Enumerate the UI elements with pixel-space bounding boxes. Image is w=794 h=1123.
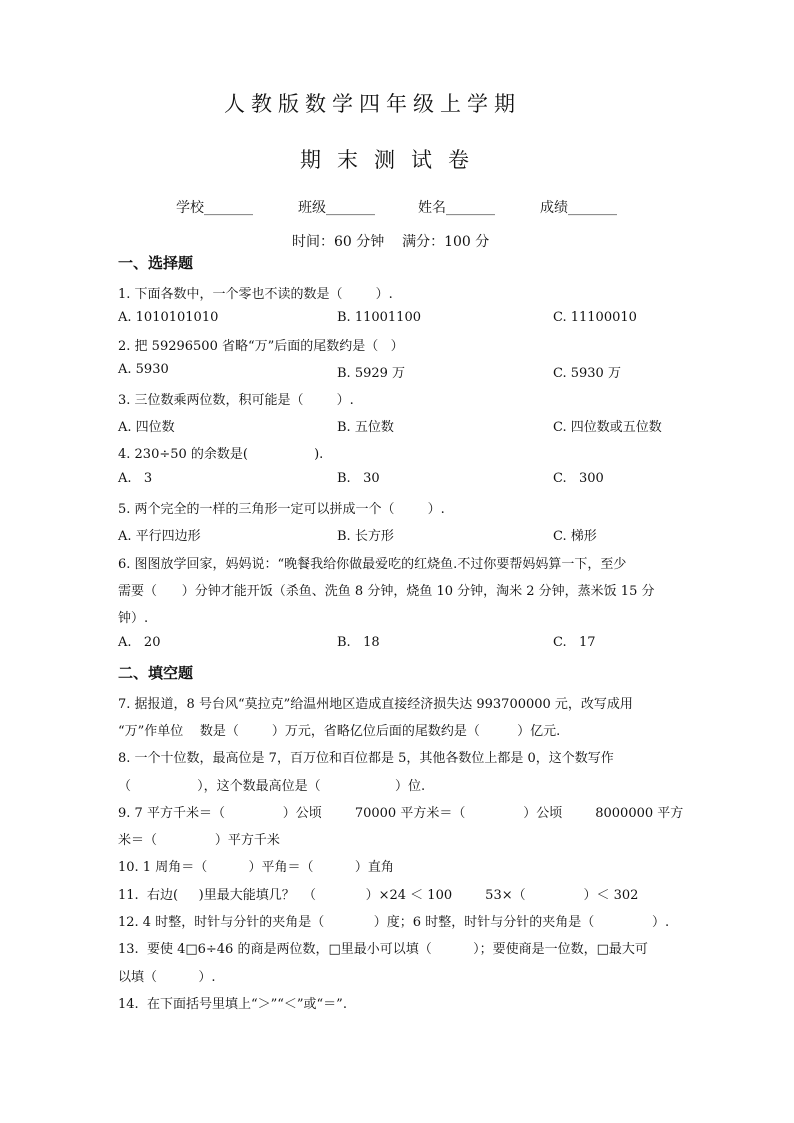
option-3b: B. 五位数 bbox=[337, 420, 394, 435]
score-field: 成绩_______ bbox=[540, 200, 617, 216]
question-5: 5. 两个完全的一样的三角形一定可以拼成一个（ ）. bbox=[118, 502, 445, 517]
option-5b: B. 长方形 bbox=[337, 529, 394, 544]
question-9-line-2: 米＝（ ）平方千米 bbox=[118, 833, 280, 848]
question-1: 1. 下面各数中，一个零也不读的数是（ ）. bbox=[118, 287, 393, 302]
option-4c: C. 300 bbox=[553, 471, 604, 486]
section-heading-choice: 一、选择题 bbox=[118, 254, 194, 272]
question-7-line-1: 7. 据报道，8 号台风“莫拉克”给温州地区造成直接经济损失达 993700000 元，改写成用 bbox=[118, 697, 633, 712]
option-6c: C. 17 bbox=[553, 635, 596, 650]
option-3c: C. 四位数或五位数 bbox=[553, 420, 662, 435]
question-8-line-1: 8. 一个十位数，最高位是 7，百万位和百位都是 5，其他各数位上都是 0，这个数写作 bbox=[118, 751, 614, 766]
question-14: 14. 在下面括号里填上“＞”“＜”或“＝”. bbox=[118, 997, 347, 1012]
option-1a: A. 1010101010 bbox=[118, 310, 219, 325]
question-13-line-2: 以填（ ）. bbox=[118, 970, 216, 985]
option-2a: A. 5930 bbox=[118, 362, 169, 377]
option-3a: A. 四位数 bbox=[118, 420, 175, 435]
page-subtitle: 期末测试卷 bbox=[300, 148, 485, 172]
option-5a: A. 平行四边形 bbox=[118, 529, 201, 544]
option-6a: A. 20 bbox=[118, 635, 161, 650]
question-6-line-3: 钟）. bbox=[118, 611, 149, 626]
question-7-line-2: “万”作单位 数是（ ）万元，省略亿位后面的尾数约是（ ）亿元. bbox=[118, 724, 561, 739]
question-8-line-2: （ ），这个数最高位是（ ）位. bbox=[118, 779, 426, 794]
option-6b: B. 18 bbox=[337, 635, 380, 650]
page-title: 人教版数学四年级上学期 bbox=[224, 92, 521, 116]
question-6-line-1: 6. 图图放学回家，妈妈说：“晚餐我给你做最爱吃的红烧鱼.不过你要帮妈妈算一下，至少 bbox=[118, 557, 627, 572]
question-3: 3. 三位数乘两位数，积可能是（ ）. bbox=[118, 393, 354, 408]
option-4a: A. 3 bbox=[118, 471, 153, 486]
question-13-line-1: 13. 要使 4□6÷46 的商是两位数，□里最小可以填（ ）；要使商是一位数，□最大可 bbox=[118, 942, 648, 957]
section-heading-fill: 二、填空题 bbox=[118, 664, 194, 682]
question-10: 10. 1 周角＝（ ）平角＝（ ）直角 bbox=[118, 860, 394, 875]
option-4b: B. 30 bbox=[337, 471, 380, 486]
class-field: 班级_______ bbox=[298, 200, 375, 216]
option-1c: C. 11100010 bbox=[553, 310, 637, 325]
question-11: 11. 右边( )里最大能填几？ （ ）×24 ＜ 100 53×（ ）＜ 302 bbox=[118, 888, 639, 903]
question-4: 4. 230÷50 的余数是( ). bbox=[118, 447, 324, 462]
question-9-line-1: 9. 7 平方千米＝（ ）公顷 70000 平方米＝（ ）公顷 8000000 平方 bbox=[118, 806, 684, 821]
option-5c: C. 梯形 bbox=[553, 529, 597, 544]
question-12: 12. 4 时整，时针与分针的夹角是（ ）度；6 时整，时针与分针的夹角是（ ）. bbox=[118, 915, 670, 930]
question-6-line-2: 需要（ ）分钟才能开饭（杀鱼、洗鱼 8 分钟，烧鱼 10 分钟，淘米 2 分钟，蒸米饭 15 分 bbox=[118, 584, 655, 599]
option-2b: B. 5929 万 bbox=[337, 366, 406, 381]
name-field: 姓名_______ bbox=[418, 200, 495, 216]
school-field: 学校_______ bbox=[176, 200, 253, 216]
time-info: 时间：60 分钟 满分：100 分 bbox=[292, 234, 490, 250]
question-2: 2. 把 59296500 省略“万”后面的尾数约是（ ） bbox=[118, 339, 404, 354]
option-1b: B. 11001100 bbox=[337, 310, 421, 325]
option-2c: C. 5930 万 bbox=[553, 366, 621, 381]
